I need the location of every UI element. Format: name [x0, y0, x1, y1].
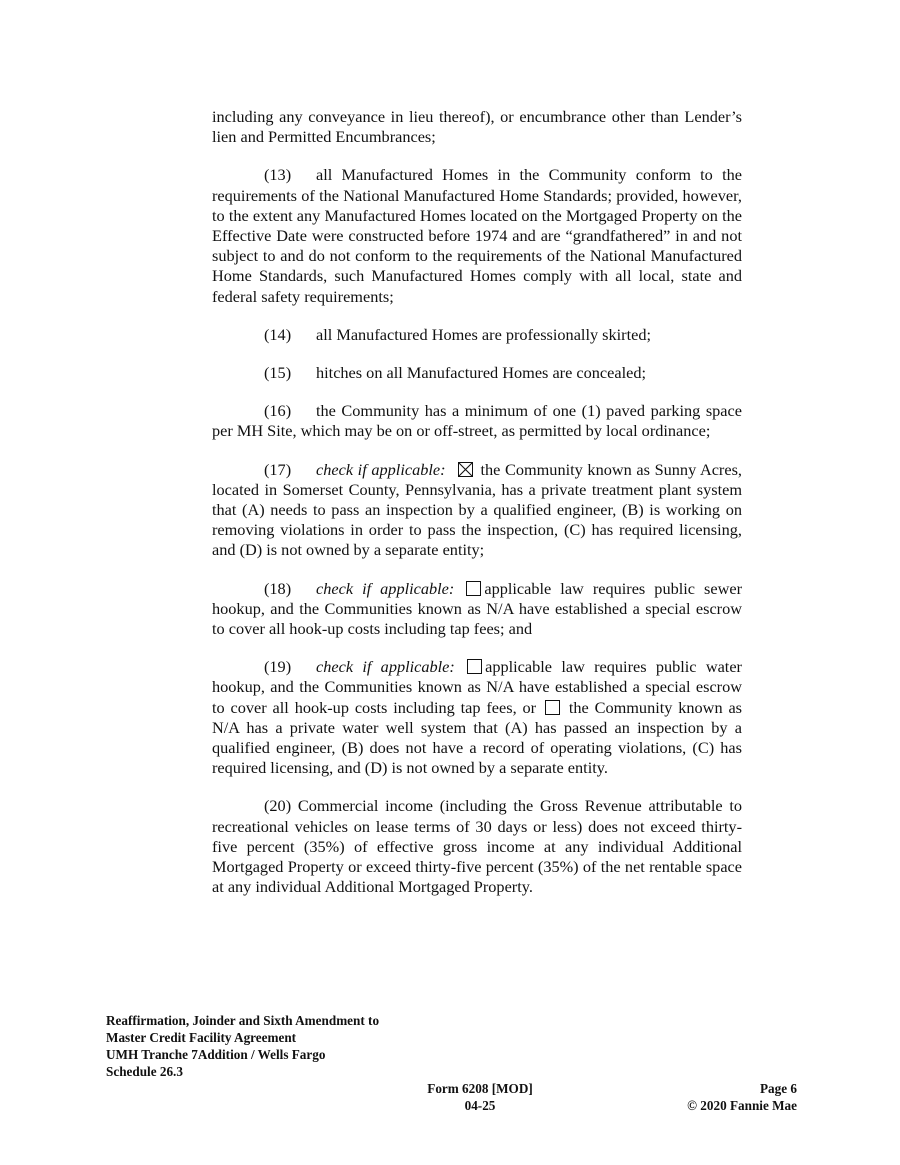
- form-date: 04-25: [464, 1098, 496, 1113]
- paragraph-text: hitches on all Manufactured Homes are concealed;: [316, 363, 647, 383]
- paragraph-number: (13): [264, 165, 292, 185]
- paragraph-number: (17): [264, 459, 292, 479]
- paragraph-text: all Manufactured Homes are professionally skirted;: [316, 324, 652, 344]
- footer-title-line: UMH Tranche 7Addition / Wells Fargo: [106, 1047, 326, 1062]
- paragraph-15: [212, 363, 742, 383]
- paragraph-text: the Community has a minimum of one (1) paved parking space per MH Site, which may be on or off-street, as permitted by local ordinance;: [212, 401, 742, 441]
- checkmark-x-icon: [459, 463, 472, 476]
- paragraph-text: applicable law requires public water hookup, and the Communities known as N/A have established a special escrow to cover all hook-up costs including tap fees, or: [212, 657, 742, 717]
- checkbox-18[interactable]: [466, 581, 481, 596]
- copyright: © 2020 Fannie Mae: [687, 1098, 797, 1113]
- footer-schedule: Schedule 26.3: [106, 1064, 183, 1079]
- paragraph-text: all Manufactured Homes in the Community conform to the requirements of the National Manufactured Home Standards; provided, however, to the extent any Manufactured Homes located on the Mortgaged Property on the Effective Date were constructed before 1974 and are “grandfathered” in and not subject to and do not conform to the requirements of the National Manufactured Home Standards, such Manufactured Homes comply with all local, state and federal safety requirements;: [212, 165, 742, 306]
- paragraph-number: (19): [264, 657, 292, 677]
- paragraph-18: [212, 579, 742, 640]
- footer-title-line: Master Credit Facility Agreement: [106, 1030, 297, 1045]
- paragraph-13: [212, 165, 742, 306]
- paragraph-20: (20) Commercial income (including the Gross Revenue attributable to recreational vehicles on lease terms of 30 days or less) does not exceed thirty-five percent (35%) of effective gross income at any individual Additional Mortgaged Property or exceed thirty-five percent (35%) of the net rentable space at any individual Additional Mortgaged Property.: [212, 796, 742, 897]
- checkbox-19-water-hookup[interactable]: [467, 659, 482, 674]
- paragraph-number: (14): [264, 324, 292, 344]
- paragraph-number: (15): [264, 363, 292, 383]
- checkbox-19-water-well[interactable]: [545, 700, 560, 715]
- footer-form-info: [390, 1080, 570, 1114]
- paragraph-19: [212, 657, 742, 778]
- page-number: Page 6: [760, 1081, 797, 1096]
- check-if-applicable-label: check if applicable:: [316, 657, 455, 677]
- paragraph-17: [212, 460, 742, 561]
- check-if-applicable-label: check if applicable:: [316, 459, 446, 479]
- paragraph-number: (18): [264, 578, 292, 598]
- form-number: Form 6208 [MOD]: [427, 1081, 533, 1096]
- paragraph-text: applicable law requires public sewer hookup, and the Communities known as N/A have established a special escrow to cover all hook-up costs including tap fees; and: [212, 578, 742, 639]
- paragraph-16: [212, 401, 742, 441]
- footer-page-info: [687, 1080, 797, 1114]
- paragraph-continuation: including any conveyance in lieu thereof), or encumbrance other than Lender’s lien and Permitted Encumbrances;: [212, 107, 742, 147]
- footer-document-title: [106, 1012, 379, 1080]
- paragraph-text: the Community known as N/A has a private water well system that (A) has passed an inspection by a qualified engineer, (B) does not have a record of operating violations, (C) has required licensing, and (D) is not owned by a separate entity.: [212, 697, 743, 778]
- document-body: [212, 107, 742, 916]
- paragraph-number: (16): [264, 401, 292, 421]
- footer-title-line: Reaffirmation, Joinder and Sixth Amendment to: [106, 1013, 380, 1028]
- paragraph-text: the Community known as Sunny Acres, located in Somerset County, Pennsylvania, has a private treatment plant system that (A) needs to pass an inspection by a qualified engineer, (B) is working on removing violations in order to pass the inspection, (C) has required licensing, and (D) is not owned by a separate entity;: [212, 459, 742, 560]
- paragraph-14: [212, 325, 742, 345]
- checkbox-17[interactable]: [458, 462, 473, 477]
- check-if-applicable-label: check if applicable:: [316, 578, 455, 598]
